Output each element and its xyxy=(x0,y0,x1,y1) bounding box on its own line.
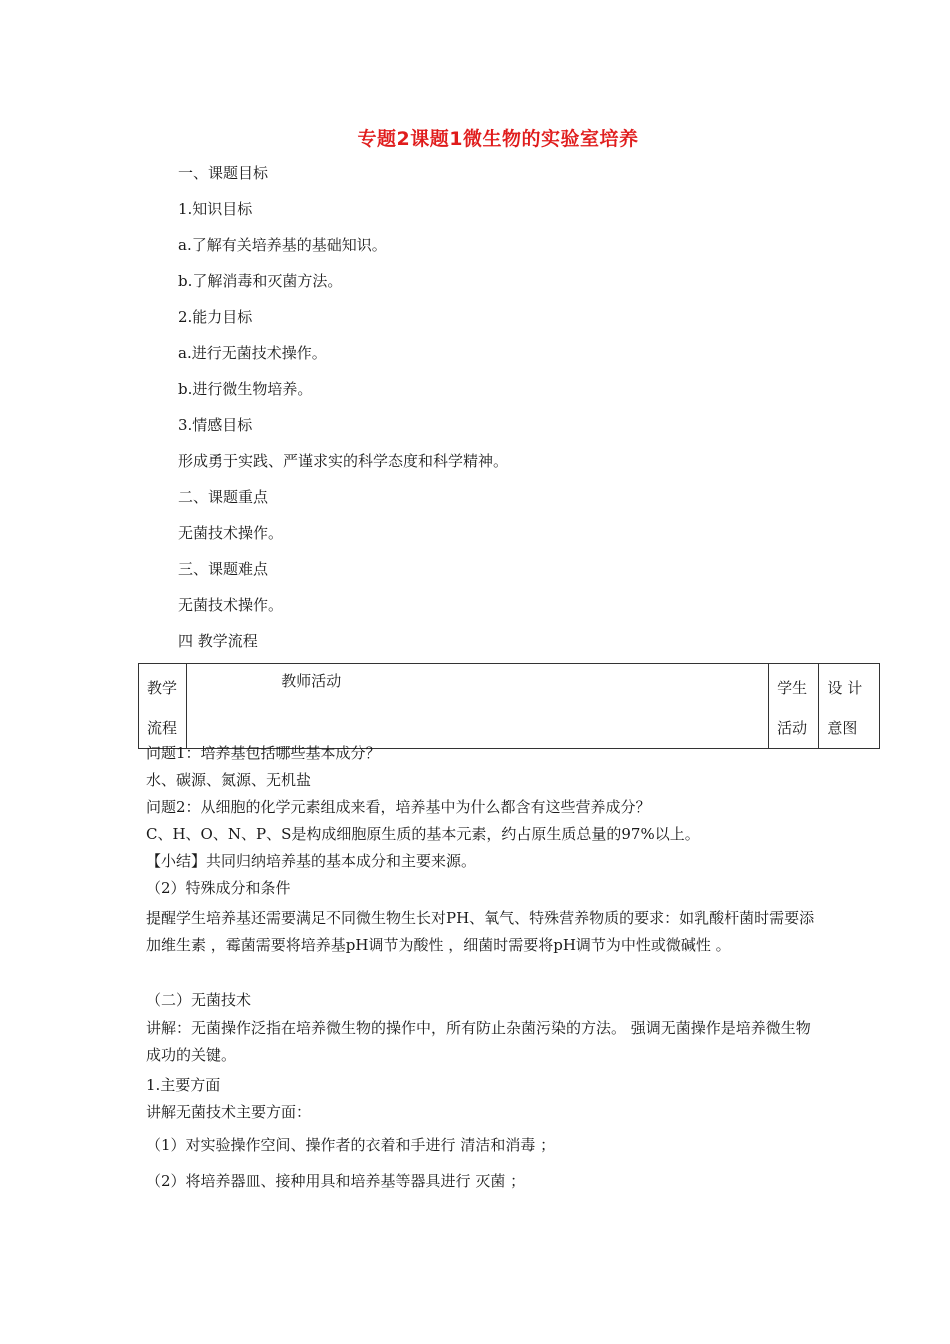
cell-text: 教学 xyxy=(147,679,178,697)
cell-text: 设 计 xyxy=(827,679,863,697)
table-cell-design xyxy=(819,664,880,749)
aspect-item-2: （2）将培养器皿、接种用具和培养基等器具进行 灭菌 ； xyxy=(146,1172,526,1190)
question-1: 问题1：培养基包括哪些基本成分？ xyxy=(146,744,381,762)
cell-text: 教师活动 xyxy=(281,672,342,690)
table-cell-teacher xyxy=(187,664,769,749)
main-aspects-heading: 1.主要方面 xyxy=(146,1076,221,1094)
aseptic-heading: （二）无菌技术 xyxy=(146,991,252,1009)
aspect-item-1: （1）对实验操作空间、操作者的衣着和手进行 清洁和消毒 ； xyxy=(146,1136,556,1154)
table-cell-flow xyxy=(139,664,187,749)
table-row xyxy=(139,664,880,749)
table-cell-student xyxy=(769,664,819,749)
teaching-flow-table xyxy=(138,663,880,749)
answer-2: C、H、O、N、P、S是构成细胞原生质的基本元素，约占原生质总量的97%以上。 xyxy=(146,825,700,843)
special-heading: （2）特殊成分和条件 xyxy=(146,879,291,897)
knowledge-goal-heading: 1.知识目标 xyxy=(178,200,253,218)
difficulty-text: 无菌技术操作。 xyxy=(178,596,284,614)
main-aspects-intro: 讲解无菌技术主要方面： xyxy=(146,1103,312,1121)
cell-text: 意图 xyxy=(827,719,858,737)
section-heading-focus: 二、课题重点 xyxy=(178,488,269,506)
question-2: 问题2：从细胞的化学元素组成来看，培养基中为什么都含有这些营养成分？ xyxy=(146,798,651,816)
ability-goal-a: a.进行无菌技术操作。 xyxy=(178,344,327,362)
ability-goal-heading: 2.能力目标 xyxy=(178,308,253,326)
emotion-goal-heading: 3.情感目标 xyxy=(178,416,253,434)
ability-goal-b: b.进行微生物培养。 xyxy=(178,380,313,398)
summary: 【小结】共同归纳培养基的基本成分和主要来源。 xyxy=(146,852,477,870)
cell-text: 学生 xyxy=(777,679,808,697)
emotion-goal-text: 形成勇于实践、严谨求实的科学态度和科学精神。 xyxy=(178,452,509,470)
document-title: 专题2课题1微生物的实验室培养 xyxy=(357,128,639,150)
cell-text: 活动 xyxy=(777,719,808,737)
aseptic-text: 讲解：无菌操作泛指在培养微生物的操作中，所有防止杂菌污染的方法。 强调无菌操作是培养微生物成功的关键。 xyxy=(146,1019,811,1064)
section-heading-flow: 四 教学流程 xyxy=(178,632,258,650)
section-heading-difficulty: 三、课题难点 xyxy=(178,560,269,578)
focus-text: 无菌技术操作。 xyxy=(178,524,284,542)
cell-text: 流程 xyxy=(147,719,178,737)
section-heading-goals: 一、课题目标 xyxy=(178,164,269,182)
knowledge-goal-a: a.了解有关培养基的基础知识。 xyxy=(178,236,387,254)
special-text: 提醒学生培养基还需要满足不同微生物生长对PH、氧气、特殊营养物质的要求：如乳酸杆菌时需要添加维生素 ，霉菌需要将培养基pH调节为酸性 ，细菌时需要将pH调节为中性或微碱性 。 xyxy=(146,909,815,954)
answer-1: 水、碳源、氮源、无机盐 xyxy=(146,771,312,789)
knowledge-goal-b: b.了解消毒和灭菌方法。 xyxy=(178,272,343,290)
